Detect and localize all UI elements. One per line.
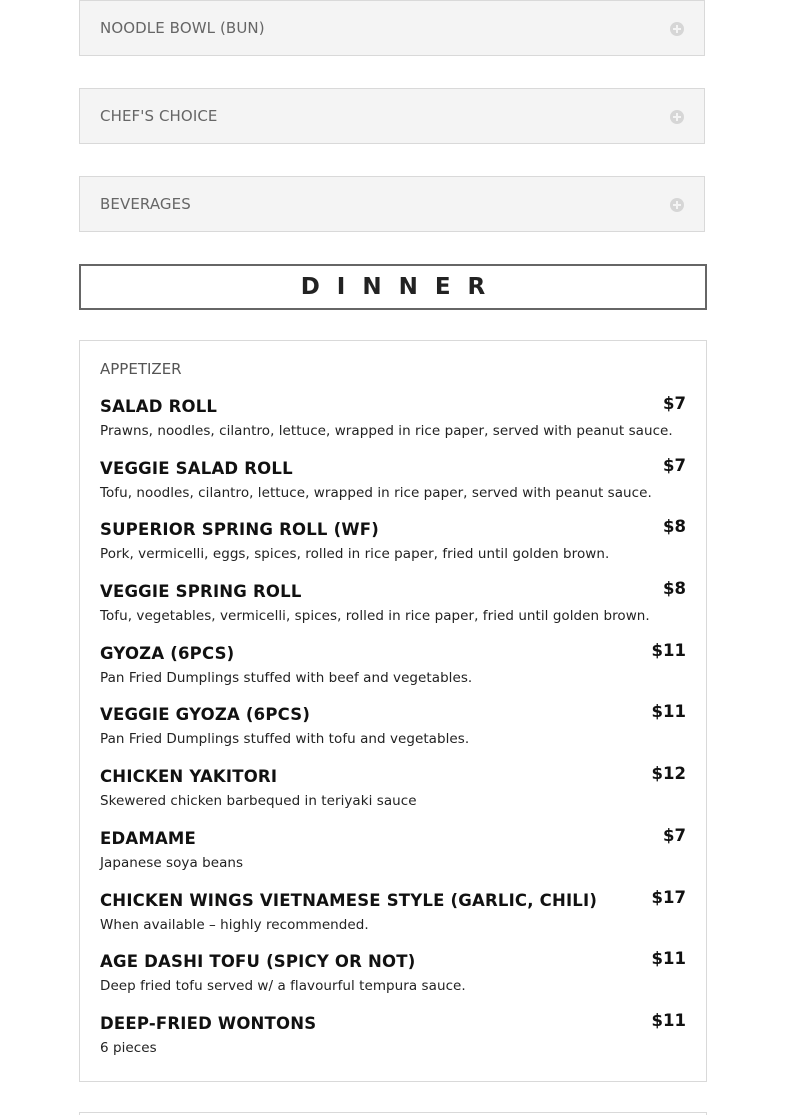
- dinner-heading: DINNER: [300, 274, 503, 300]
- menu-item: [100, 640, 686, 706]
- item-price: $7: [663, 825, 686, 845]
- menu-item: [100, 579, 686, 644]
- item-name: VEGGIE SALAD ROLL: [100, 458, 293, 478]
- item-price: $17: [651, 887, 686, 907]
- plus-circle-icon: [670, 110, 684, 124]
- item-name: EDAMAME: [100, 828, 197, 848]
- item-description: Pan Fried Dumplings stuffed with tofu and vegetables.: [100, 731, 470, 748]
- toggle-chefs-choice[interactable]: [79, 88, 705, 144]
- item-price: $7: [663, 455, 686, 475]
- item-description: Tofu, noodles, cilantro, lettuce, wrapped in rice paper, served with peanut sauce.: [100, 484, 652, 501]
- item-price: $8: [663, 517, 686, 537]
- menu-item: [100, 1010, 686, 1076]
- appetizer-panel: [79, 340, 707, 1082]
- item-description: Skewered chicken barbequed in teriyaki sauce: [100, 793, 417, 810]
- item-name: GYOZA (6PCS): [100, 643, 235, 663]
- item-name: CHICKEN YAKITORI: [100, 767, 278, 787]
- item-price: $7: [663, 394, 686, 413]
- dinner-banner: [79, 264, 707, 310]
- toggle-title: NOODLE BOWL (BUN): [100, 19, 265, 37]
- item-name: SALAD ROLL: [100, 397, 218, 416]
- menu-item: [100, 825, 686, 891]
- item-description: Japanese soya beans: [100, 854, 244, 871]
- item-description: Pork, vermicelli, eggs, spices, rolled in rice paper, fried until golden brown.: [100, 546, 610, 563]
- item-description: Pan Fried Dumplings stuffed with beef and vegetables.: [100, 669, 473, 686]
- item-name: AGE DASHI TOFU (SPICY OR NOT): [100, 952, 416, 972]
- plus-circle-icon: [670, 198, 684, 212]
- item-description: Prawns, noodles, cilantro, lettuce, wrapped in rice paper, served with peanut sauce.: [100, 423, 673, 439]
- item-price: $8: [663, 579, 686, 599]
- toggle-noodle-bowl[interactable]: [79, 0, 705, 56]
- menu-item: [100, 455, 686, 521]
- menu-item: [100, 702, 686, 767]
- item-name: VEGGIE GYOZA (6PCS): [100, 705, 311, 725]
- plus-circle-icon: [670, 22, 684, 36]
- toggle-title: CHEF'S CHOICE: [100, 107, 218, 125]
- item-price: $11: [651, 702, 686, 722]
- item-price: $11: [651, 1010, 686, 1030]
- item-name: VEGGIE SPRING ROLL: [100, 582, 302, 602]
- menu-item-list: [100, 394, 686, 1076]
- item-price: $11: [651, 949, 686, 969]
- toggle-title: BEVERAGES: [100, 195, 191, 213]
- toggle-beverages[interactable]: [79, 176, 705, 232]
- menu-item: [100, 887, 686, 953]
- item-description: 6 pieces: [100, 1039, 157, 1056]
- menu-item: [100, 949, 686, 1014]
- item-price: $11: [651, 640, 686, 660]
- item-description: Tofu, vegetables, vermicelli, spices, rolled in rice paper, fried until golden brown.: [100, 608, 650, 625]
- section-title: APPETIZER: [100, 360, 182, 378]
- menu-item: [100, 394, 686, 459]
- item-description: Deep fried tofu served w/ a flavourful tempura sauce.: [100, 978, 466, 995]
- item-price: $12: [651, 764, 686, 784]
- menu-item: [100, 764, 686, 829]
- item-name: SUPERIOR SPRING ROLL (WF): [100, 520, 379, 540]
- menu-item: [100, 517, 686, 582]
- item-description: When available – highly recommended.: [100, 916, 369, 933]
- item-name: DEEP-FRIED WONTONS: [100, 1013, 317, 1033]
- item-name: CHICKEN WINGS VIETNAMESE STYLE (GARLIC, CHILI): [100, 890, 598, 910]
